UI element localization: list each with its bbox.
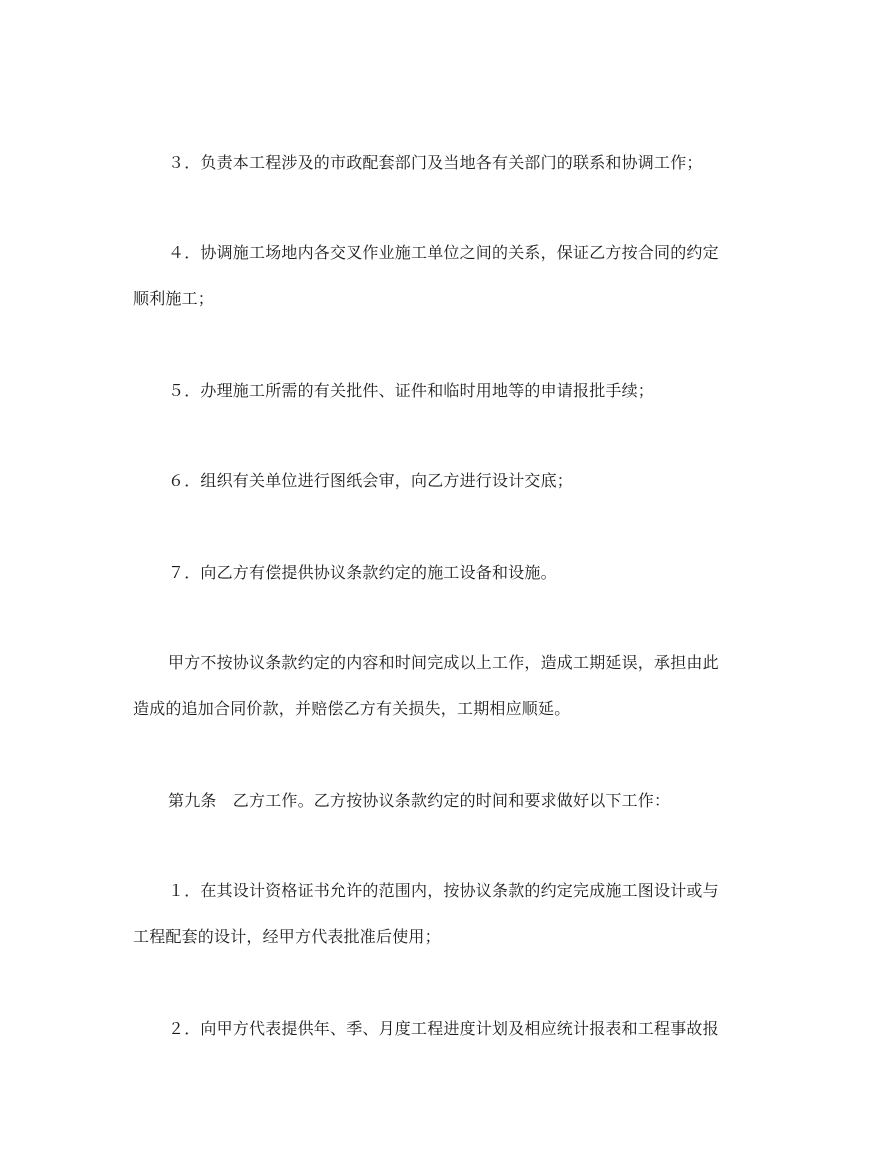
item-7-text: ７．向乙方有偿提供协议条款约定的施工设备和设施。 (168, 563, 557, 582)
article-9-item-1-line-2: 工程配套的设计，经甲方代表批准后使用； (133, 927, 441, 946)
article-9-item-1-line-1: １．在其设计资格证书允许的范围内，按协议条款的约定完成施工图设计或与 (168, 881, 719, 900)
article-9-item-2-line-1: ２．向甲方代表提供年、季、月度工程进度计划及相应统计报表和工程事故报 (168, 1019, 719, 1038)
paragraph-line-2: 造成的追加合同价款，并赔偿乙方有关损失，工期相应顺延。 (133, 699, 571, 718)
item-3-text: ３．负责本工程涉及的市政配套部门及当地各有关部门的联系和协调工作； (168, 153, 703, 172)
item-4-text-line-2: 顺利施工； (133, 289, 215, 308)
paragraph-line-1: 甲方不按协议条款约定的内容和时间完成以上工作，造成工期延误，承担由此 (168, 653, 719, 672)
item-5-text: ５．办理施工所需的有关批件、证件和临时用地等的申请报批手续； (168, 381, 655, 400)
item-4-text-line-1: ４．协调施工场地内各交叉作业施工单位之间的关系，保证乙方按合同的约定 (168, 243, 719, 262)
item-6-text: ６．组织有关单位进行图纸会审，向乙方进行设计交底； (168, 471, 574, 490)
article-9-heading: 第九条 乙方工作。乙方按协议条款约定的时间和要求做好以下工作： (168, 791, 671, 810)
